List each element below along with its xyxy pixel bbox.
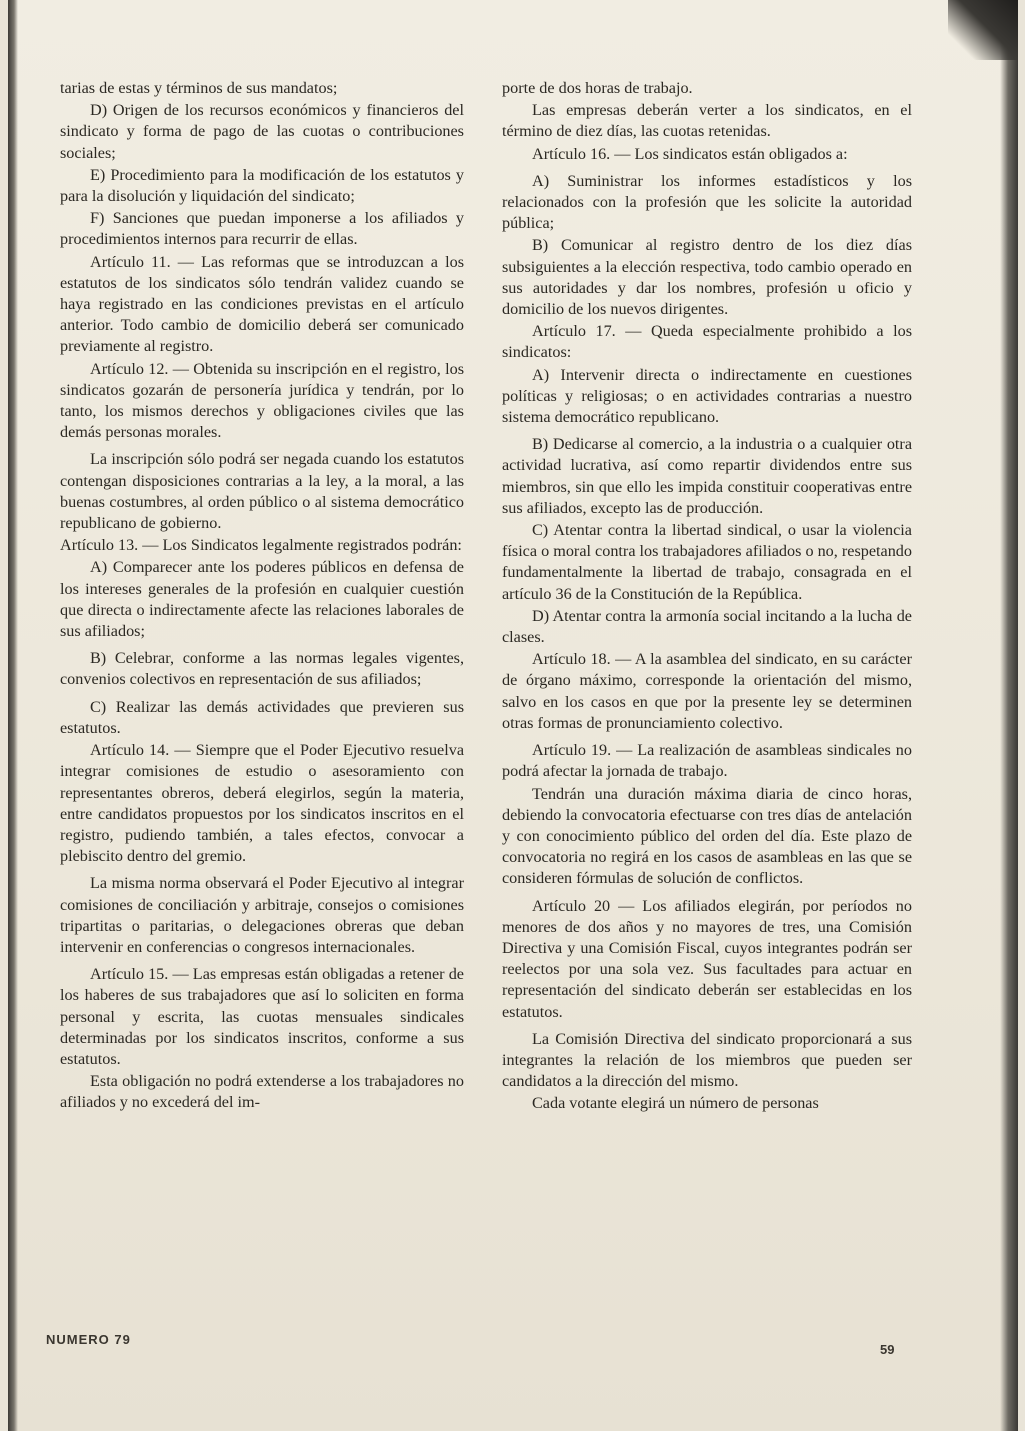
paragraph: B) Celebrar, conforme a las normas legales vigentes, convenios colectivos en representación de sus afiliados; bbox=[60, 649, 464, 689]
paragraph: B) Dedicarse al comercio, a la industria o a cualquier otra actividad lucrativa, así como repartir dividendos entre sus miembros, sin que ello les impida constituir cooperativas entre sus afiliados, excepto las de producción. bbox=[502, 435, 912, 517]
paragraph: D) Atentar contra la armonía social incitando a la lucha de clases. bbox=[502, 606, 912, 647]
paragraph: C) Realizar las demás actividades que previeren sus estatutos. bbox=[60, 697, 464, 737]
paragraph: A) Comparecer ante los poderes públicos en defensa de los intereses generales de la profesión en cualquier cuestión que directa o indirectamente afecte las relaciones laborales de sus afiliados; bbox=[60, 558, 464, 641]
paragraph: B) Comunicar al registro dentro de los diez días subsiguientes a la elección respectiva, todo cambio operado en sus autoridades y dar los nombres, profesión u oficio y domicilio de los nuevos dirigentes. bbox=[502, 236, 912, 319]
paragraph: Tendrán una duración máxima diaria de cinco horas, debiendo la convocatoria efectuarse con tres días de antelación y con conocimiento público del orden del día. Este plazo de convocatoria no regirá en los casos de asambleas en las que se consideren fórmulas de solución de conflictos. bbox=[502, 784, 912, 888]
article-paragraph: Artículo 19. — La realización de asambleas sindicales no podrá afectar la jornada de trabajo. bbox=[502, 741, 912, 781]
article-paragraph: Artículo 18. — A la asamblea del sindicato, en su carácter de órgano máximo, corresponde la orientación del mismo, salvo en los casos en que por la presente ley se determinen otras formas de pronunciamiento colectivo. bbox=[502, 650, 912, 732]
page-number: 59 bbox=[880, 1342, 895, 1357]
left-text-column bbox=[60, 78, 464, 1115]
paragraph: F) Sanciones que puedan imponerse a los afiliados y procedimientos internos para recurrir de ellas. bbox=[60, 209, 464, 249]
article-paragraph: Artículo 13. — Los Sindicatos legalmente registrados podrán: bbox=[60, 536, 462, 555]
paragraph: tarias de estas y términos de sus mandatos; bbox=[60, 79, 338, 97]
paragraph: Las empresas deberán verter a los sindicatos, en el término de diez días, las cuotas retenidas. bbox=[502, 101, 912, 141]
scanned-page bbox=[8, 0, 1018, 1431]
paragraph: A) Intervenir directa o indirectamente en cuestiones políticas y religiosas; o en actividades contrarias a nuestro sistema democrático republicano. bbox=[502, 365, 912, 427]
right-text-column bbox=[502, 78, 912, 1116]
page-binding-shadow bbox=[8, 0, 18, 1431]
paragraph: C) Atentar contra la libertad sindical, o usar la violencia física o moral contra los trabajadores afiliados o no, respetando fundamentalmente la libertad de trabajo, consagrada en el artículo 36 de la Constitución de la República. bbox=[502, 521, 912, 603]
paragraph: porte de dos horas de trabajo. bbox=[502, 79, 693, 97]
paragraph: La misma norma observará el Poder Ejecutivo al integrar comisiones de conciliación y arbitraje, consejos o comisiones tripartitas o paritarias, o delegaciones obreras que deban intervenir en conferencias o congresos internacionales. bbox=[60, 874, 464, 956]
article-paragraph: Artículo 11. — Las reformas que se introduzcan a los estatutos de los sindicatos sólo tendrán validez cuando se haya registrado en las condiciones previstas en el artículo anterior. Todo cambio de domicilio deberá ser comunicado previamente al registro. bbox=[60, 252, 464, 356]
article-paragraph: Artículo 14. — Siempre que el Poder Ejecutivo resuelva integrar comisiones de estudio o asesoramiento con representantes obreros, deberá elegirlos, según la materia, entre candidatos propuestos por los sindicatos inscritos en el registro, pudiendo también, a tales efectos, convocar a plebiscito dentro del gremio. bbox=[60, 741, 464, 866]
article-paragraph: Artículo 15. — Las empresas están obligadas a retener de los haberes de sus trabajadores que así lo soliciten en forma personal y escrita, las cuotas mensuales sindicales determinadas por los sindicatos inscritos, conforme a sus estatutos. bbox=[60, 965, 464, 1068]
paragraph: La inscripción sólo podrá ser negada cuando los estatutos contengan disposiciones contrarias a la ley, a la moral, a las buenas costumbres, al orden público o al sistema democrático republicano de gobierno. bbox=[60, 450, 464, 533]
page-corner-shadow bbox=[948, 0, 1018, 60]
article-paragraph: Artículo 16. — Los sindicatos están obligados a: bbox=[532, 144, 848, 163]
paragraph: D) Origen de los recursos económicos y financieros del sindicato y forma de pago de las cuotas o contribuciones sociales; bbox=[60, 101, 464, 162]
paragraph: A) Suministrar los informes estadísticos y los relacionados con la profesión que les solicite la autoridad pública; bbox=[502, 171, 912, 233]
paragraph: Cada votante elegirá un número de personas bbox=[532, 1094, 819, 1113]
article-paragraph: Artículo 12. — Obtenida su inscripción en el registro, los sindicatos gozarán de personería jurídica y tendrán, por lo tanto, los mismos derechos y obligaciones civiles que las demás personas morales. bbox=[60, 359, 464, 442]
article-paragraph: Artículo 17. — Queda especialmente prohibido a los sindicatos: bbox=[502, 322, 912, 362]
issue-number: NUMERO 79 bbox=[46, 1332, 131, 1347]
article-paragraph: Artículo 20 — Los afiliados elegirán, por períodos no menores de dos años y no mayores de tres, una Comisión Directiva y una Comisión Fiscal, cuyos integrantes podrán ser reelectos por una sola vez. Sus facultades para actuar en representación del sindicato deberán ser establecidas en los estatutos. bbox=[502, 896, 912, 1021]
paragraph: E) Procedimiento para la modificación de los estatutos y para la disolución y liquidación del sindicato; bbox=[60, 165, 464, 206]
paragraph: Esta obligación no podrá extenderse a los trabajadores no afiliados y no excederá del im- bbox=[60, 1072, 464, 1112]
paragraph: La Comisión Directiva del sindicato proporcionará a sus integrantes la relación de los miembros que pueden ser candidatos a la dirección del mismo. bbox=[502, 1029, 912, 1091]
page-edge-shadow bbox=[1000, 0, 1018, 1431]
